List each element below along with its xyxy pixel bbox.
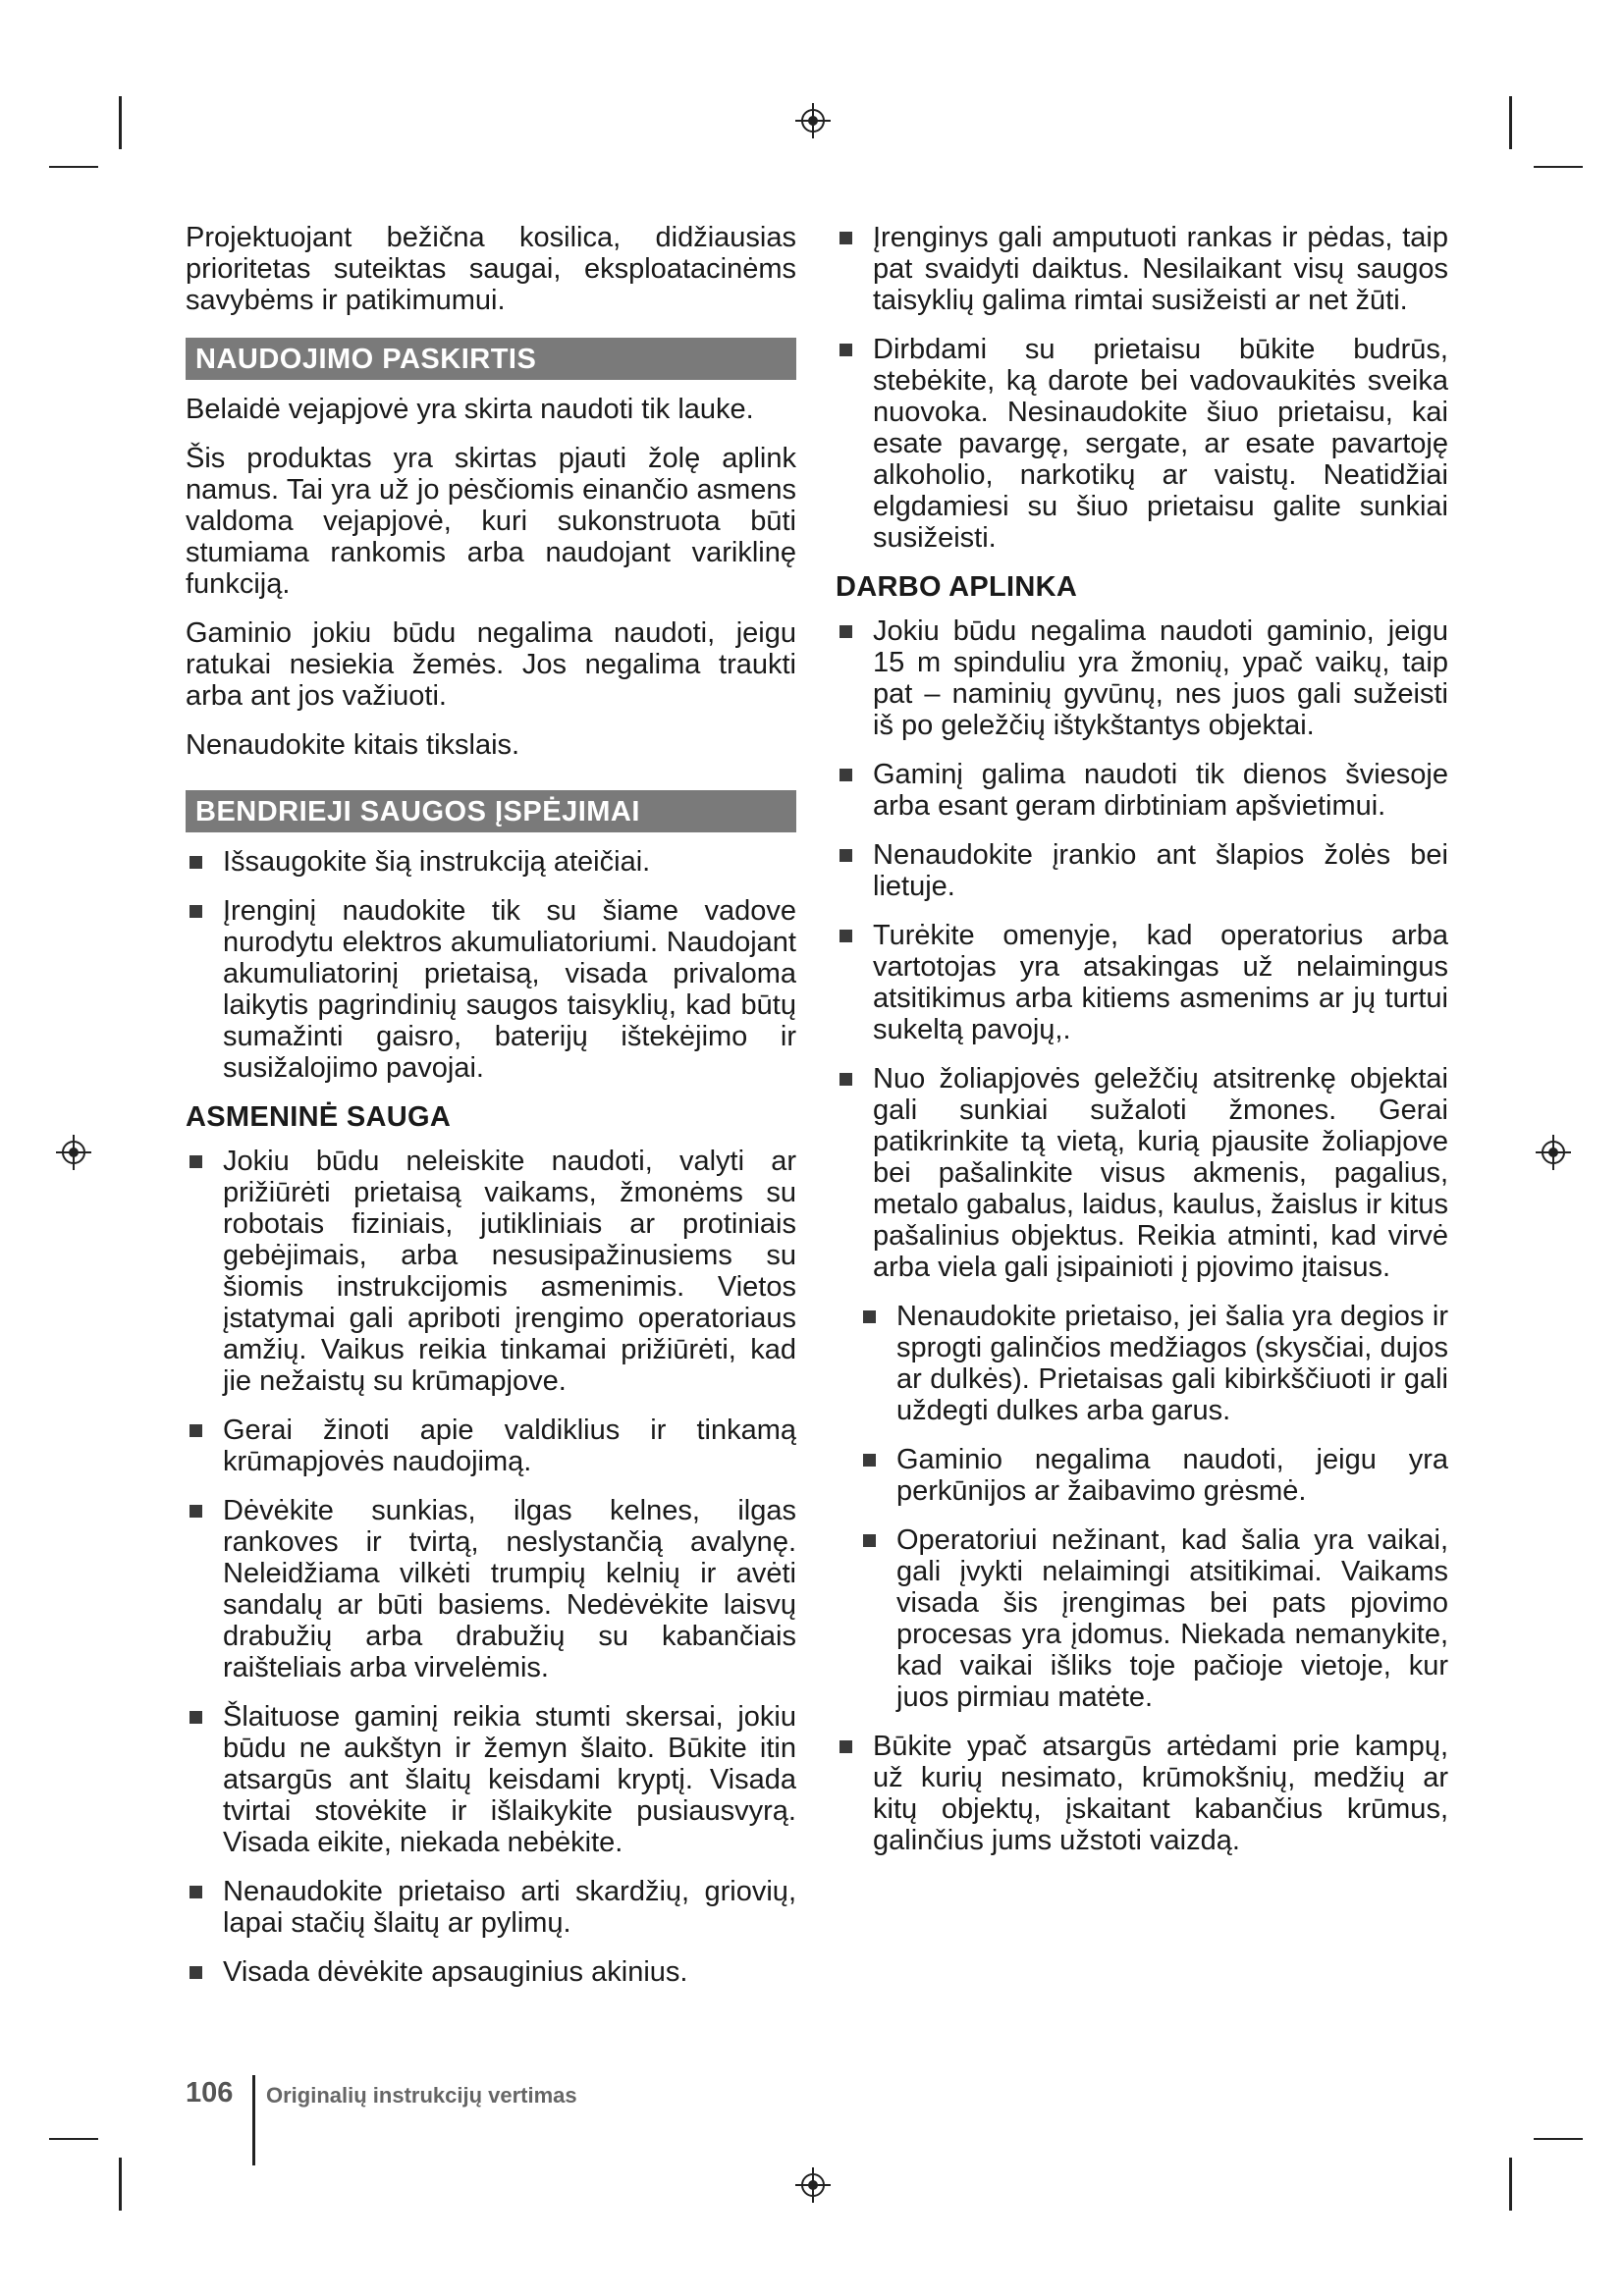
list-item <box>836 1063 1448 1283</box>
list-item <box>186 1876 796 1939</box>
paragraph: Šis produktas yra skirtas pjauti žolę aplink namus. Tai yra už jo pėsčiomis einančio asmens valdoma vejapjovė, kuri sukonstruota būti stumiama rankomis arba naudojant variklinę funkciją. <box>186 443 796 600</box>
crop-mark <box>1509 2158 1512 2211</box>
list-item-text: Visada dėvėkite apsauginius akinius. <box>223 1956 688 1988</box>
paragraph: Gaminio jokiu būdu negalima naudoti, jeigu ratukai nesiekia žemės. Jos negalima traukti arba ant jos važiuoti. <box>186 617 796 712</box>
list-item-text: Įrenginį naudokite tik su šiame vadove nurodytu elektros akumuliatoriumi. Naudojant akumuliatorinį prietaisą, visada privaloma laikytis pagrindinių saugos taisyklių, kad būtų sumažinti gaisro, baterijų ištekėjimo ir susižalojimo pavojai. <box>223 895 796 1084</box>
list-item <box>186 1415 796 1477</box>
list-item <box>186 1956 796 1988</box>
bullet-square-icon <box>839 625 852 638</box>
list-item <box>186 1701 796 1858</box>
bullet-square-icon <box>189 1505 202 1518</box>
list-item-text: Jokiu būdu neleiskite naudoti, valyti ar prižiūrėti prietaisą vaikams, žmonėms su robotais fiziniais, jutikliniais ar protiniais gebėjimais, arba nesusipažinusiems su šiomis instrukcijomis asmenimis. Vietos įstatymai gali apriboti įrengimo operatoriaus amžių. Vaikus reikia tinkamai prižiūrėti, kad jie nežaistų su krūmapjove. <box>223 1146 796 1397</box>
section-heading-intended-use: NAUDOJIMO PASKIRTIS <box>186 338 796 380</box>
bullet-list <box>836 222 1448 554</box>
paragraph: Nenaudokite kitais tikslais. <box>186 729 520 761</box>
registration-mark-icon <box>793 2165 833 2205</box>
bullet-square-icon <box>863 1310 876 1323</box>
bullet-square-icon <box>189 1711 202 1724</box>
intro-paragraph: Projektuojant bežična kosilica, didžiausias prioritetas suteiktas saugai, eksploatacinėms savybėms ir patikimumui. <box>186 222 796 316</box>
list-item <box>836 334 1448 554</box>
bullet-square-icon <box>839 930 852 942</box>
bullet-square-icon <box>863 1454 876 1467</box>
list-item <box>836 920 1448 1045</box>
paragraph: Belaidė vejapjovė yra skirta naudoti tik lauke. <box>186 394 754 425</box>
crop-mark <box>1534 2138 1583 2140</box>
registration-mark-icon <box>793 101 833 140</box>
crop-mark <box>49 2138 98 2140</box>
list-item <box>836 222 1448 316</box>
bullet-square-icon <box>189 905 202 918</box>
footer-divider <box>252 2075 255 2165</box>
list-item-text: Dirbdami su prietaisu būkite budrūs, stebėkite, ką darote bei vadovaukitės sveika nuovoka. Nesinaudokite šiuo prietaisu, kai esate pavargę, sergate, ar esate pavartoję alkoholio, narkotikų ar vaistų. Neatidžiai elgdamiesi su šiuo prietaisu galite sunkiai susižeisti. <box>873 334 1448 554</box>
bullet-square-icon <box>189 1155 202 1168</box>
bullet-square-icon <box>839 769 852 781</box>
bullet-list <box>186 1146 796 1988</box>
bullet-square-icon <box>839 849 852 862</box>
list-item-text: Išsaugokite šią instrukciją ateičiai. <box>223 846 651 878</box>
list-item-text: Nenaudokite prietaiso, jei šalia yra degios ir sprogti galinčios medžiagos (skysčiai, dujos ar dulkės). Prietaisas gali kibirkščiuoti ir gali uždegti dulkes arba garus. <box>896 1301 1448 1426</box>
list-item <box>836 759 1448 822</box>
list-item <box>186 1146 796 1397</box>
registration-mark-icon <box>54 1133 93 1172</box>
list-item <box>186 1495 796 1683</box>
list-item <box>836 1301 1448 1426</box>
right-column <box>836 222 1448 1874</box>
bullet-square-icon <box>189 1886 202 1898</box>
section-heading-general-safety: BENDRIEJI SAUGOS ĮSPĖJIMAI <box>186 790 796 832</box>
list-item <box>836 1731 1448 1856</box>
list-item <box>836 615 1448 741</box>
registration-mark-icon <box>1534 1133 1573 1172</box>
crop-mark <box>119 96 122 149</box>
bullet-square-icon <box>189 1966 202 1979</box>
list-item <box>186 846 796 878</box>
bullet-square-icon <box>839 1073 852 1086</box>
list-item-text: Jokiu būdu negalima naudoti gaminio, jeigu 15 m spinduliu yra žmonių, ypač vaikų, taip pat – naminių gyvūnų, nes juos gali sužeisti iš po geležčių ištykštantys objektai. <box>873 615 1448 741</box>
list-item <box>836 1524 1448 1713</box>
page-number: 106 <box>186 2077 234 2109</box>
bullet-square-icon <box>863 1534 876 1547</box>
list-item-text: Nenaudokite prietaiso arti skardžių, griovių, lapai stačių šlaitų ar pylimų. <box>223 1876 796 1939</box>
crop-mark <box>1509 96 1512 149</box>
bullet-list <box>186 846 796 1084</box>
list-item-text: Gaminio negalima naudoti, jeigu yra perkūnijos ar žaibavimo grėsmė. <box>896 1444 1448 1507</box>
list-item <box>186 895 796 1084</box>
list-item-text: Dėvėkite sunkias, ilgas kelnes, ilgas rankoves ir tvirtą, neslystančią avalynę. Neleidžiama vilkėti trumpių kelnių ir avėti sandalų ar būti basiems. Nedėvėkite laisvų drabužių arba drabužių su kabančiais raišteliais arba virvelėmis. <box>223 1495 796 1683</box>
list-item-text: Operatoriui nežinant, kad šalia yra vaikai, gali įvykti nelaimingi atsitikimai. Vaikams visada šis įrengimas bei pats pjovimo procesas yra įdomus. Niekada nemanykite, kad vaikai išliks toje pačioje vietoje, kur juos pirmiau matėte. <box>896 1524 1448 1713</box>
list-item-text: Nenaudokite įrankio ant šlapios žolės bei lietuje. <box>873 839 1448 902</box>
bullet-square-icon <box>189 856 202 869</box>
footer-caption: Originalių instrukcijų vertimas <box>266 2083 577 2108</box>
list-item <box>836 1444 1448 1507</box>
list-item-text: Įrenginys gali amputuoti rankas ir pėdas, taip pat svaidyti daiktus. Nesilaikant visų saugos taisyklių galima rimtai susižeisti ar net žūti. <box>873 222 1448 316</box>
bullet-square-icon <box>189 1424 202 1437</box>
left-column <box>186 222 796 2005</box>
list-item-text: Turėkite omenyje, kad operatorius arba vartotojas yra atsakingas už nelaimingus atsitikimus arba kitiems asmenims ar jų turtui sukeltą pavojų,. <box>873 920 1448 1045</box>
list-item-text: Šlaituose gaminį reikia stumti skersai, jokiu būdu ne aukštyn ir žemyn šlaito. Būkite itin atsargūs ant šlaitų keisdami kryptį. Visada tvirtai stovėkite ir išlaikykite pusiausvyrą. Visada eikite, niekada nebėkite. <box>223 1701 796 1858</box>
list-item-text: Gaminį galima naudoti tik dienos šviesoje arba esant geram dirbtiniam apšvietimui. <box>873 759 1448 822</box>
list-item-text: Gerai žinoti apie valdiklius ir tinkamą krūmapjovės naudojimą. <box>223 1415 796 1477</box>
bullet-list <box>836 615 1448 1856</box>
crop-mark <box>1534 166 1583 168</box>
crop-mark <box>119 2158 122 2211</box>
list-item-text: Būkite ypač atsargūs artėdami prie kampų, už kurių nesimato, krūmokšnių, medžių ar kitų objektų, įskaitant kabančius krūmus, galinčius jums užstoti vaizdą. <box>873 1731 1448 1856</box>
list-item-text: Nuo žoliapjovės geležčių atsitrenkę objektai gali sunkiai sužaloti žmones. Gerai patikrinkite tą vietą, kurią pjausite žoliapjove bei pašalinkite visus akmenis, pagalius, metalo gabalus, laidus, kaulus, žaislus ir kitus pašalinius objektus. Reikia atminti, kad virvė arba viela gali įsipainioti į pjovimo įtaisus. <box>873 1063 1448 1283</box>
bullet-square-icon <box>839 232 852 244</box>
subsection-heading-work-area: DARBO APLINKA <box>836 571 1078 603</box>
bullet-square-icon <box>839 344 852 356</box>
bullet-square-icon <box>839 1740 852 1753</box>
subsection-heading-personal-safety: ASMENINĖ SAUGA <box>186 1101 452 1133</box>
crop-mark <box>49 166 98 168</box>
list-item <box>836 839 1448 902</box>
